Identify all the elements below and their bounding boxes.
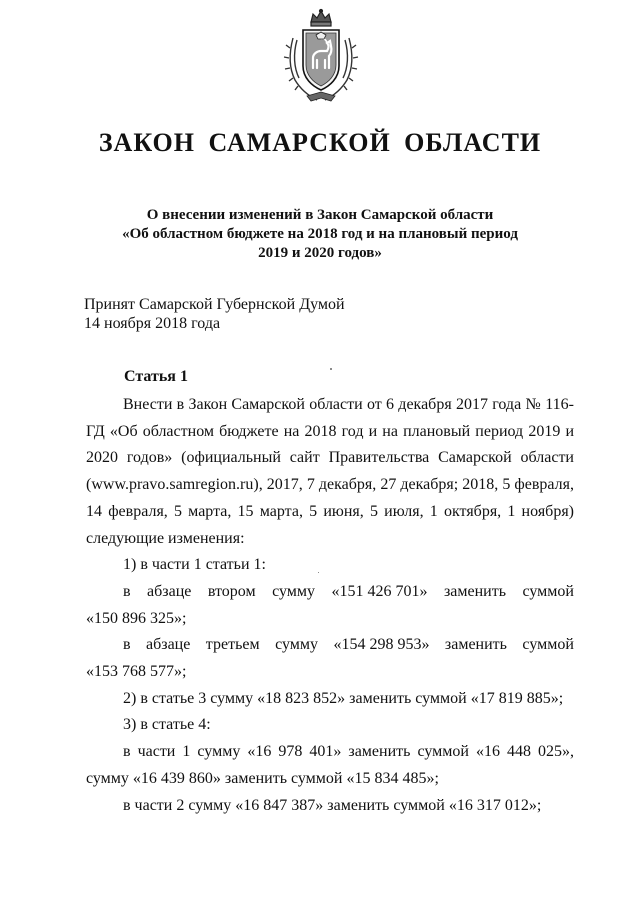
word: «151 426 701»: [331, 582, 428, 600]
word: суммой: [522, 582, 574, 600]
law-title: ЗАКОН САМАРСКОЙ ОБЛАСТИ: [98, 128, 542, 157]
word: сумму: [275, 636, 318, 654]
word: заменить: [443, 582, 506, 600]
law-subject-line: «Об областном бюджете на 2018 год и на плановый период: [122, 226, 518, 242]
article-item-3-part-2: в части 2 сумму «16 847 387» заменить суммой «16 317 012»;: [123, 796, 542, 814]
scan-speck: [318, 572, 319, 573]
article-item-1-paragraph-2: [86, 579, 574, 606]
word: втором: [207, 582, 256, 600]
word: «154 298 953»: [333, 636, 430, 654]
law-subject-line: О внесении изменений в Закон Самарской области: [146, 207, 494, 223]
word: заменить: [444, 636, 507, 654]
scan-speck: [330, 368, 332, 370]
word: в: [123, 636, 131, 654]
coat-of-arms-icon: [283, 8, 359, 106]
article-item-2: 2) в статье 3 сумму «18 823 852» заменить суммой «17 819 885»;: [123, 689, 564, 707]
article-heading: Статья 1: [124, 368, 188, 385]
adoption-date: 14 ноября 2018 года: [84, 315, 221, 332]
word: суммой: [522, 636, 574, 654]
word: сумму: [272, 582, 315, 600]
article-item-3: 3) в статье 4:: [123, 716, 211, 734]
article-item-1: 1) в части 1 статьи 1:: [123, 556, 266, 574]
article-body: [86, 392, 574, 819]
article-item-1-paragraph-2-cont: «150 896 325»;: [86, 609, 187, 627]
article-item-1-paragraph-3-cont: «153 768 577»;: [86, 663, 187, 681]
article-intro-paragraph: Внести в Закон Самарской области от 6 декабря 2017 года № 116-ГД «Об областном бюджете на 2018 год и на плановый период 2019 и 2020 годов» (официальный сайт Правительства Самарской области (www.pravo.samregion.ru), 2017, 7 декабря, 27 декабря; 2018, 5 февраля, 14 февраля, 5 марта, 15 марта, 5 июня, 5 июля, 1 октября, 1 ноября) следующие изменения:: [86, 396, 574, 547]
word: абзаце: [147, 582, 192, 600]
article-item-1-paragraph-3: [86, 632, 574, 659]
article-item-3-part-1: в части 1 сумму «16 978 401» заменить суммой «16 448 025», сумму «16 439 860» заменить суммой «15 834 485»;: [86, 743, 574, 787]
word: в: [123, 582, 131, 600]
law-subject-line: 2019 и 2020 годов»: [258, 245, 382, 261]
adoption-note: [84, 295, 345, 333]
word: третьем: [205, 636, 260, 654]
word: абзаце: [146, 636, 191, 654]
law-subject: [100, 206, 540, 263]
adoption-body: Принят Самарской Губернской Думой: [84, 296, 345, 313]
